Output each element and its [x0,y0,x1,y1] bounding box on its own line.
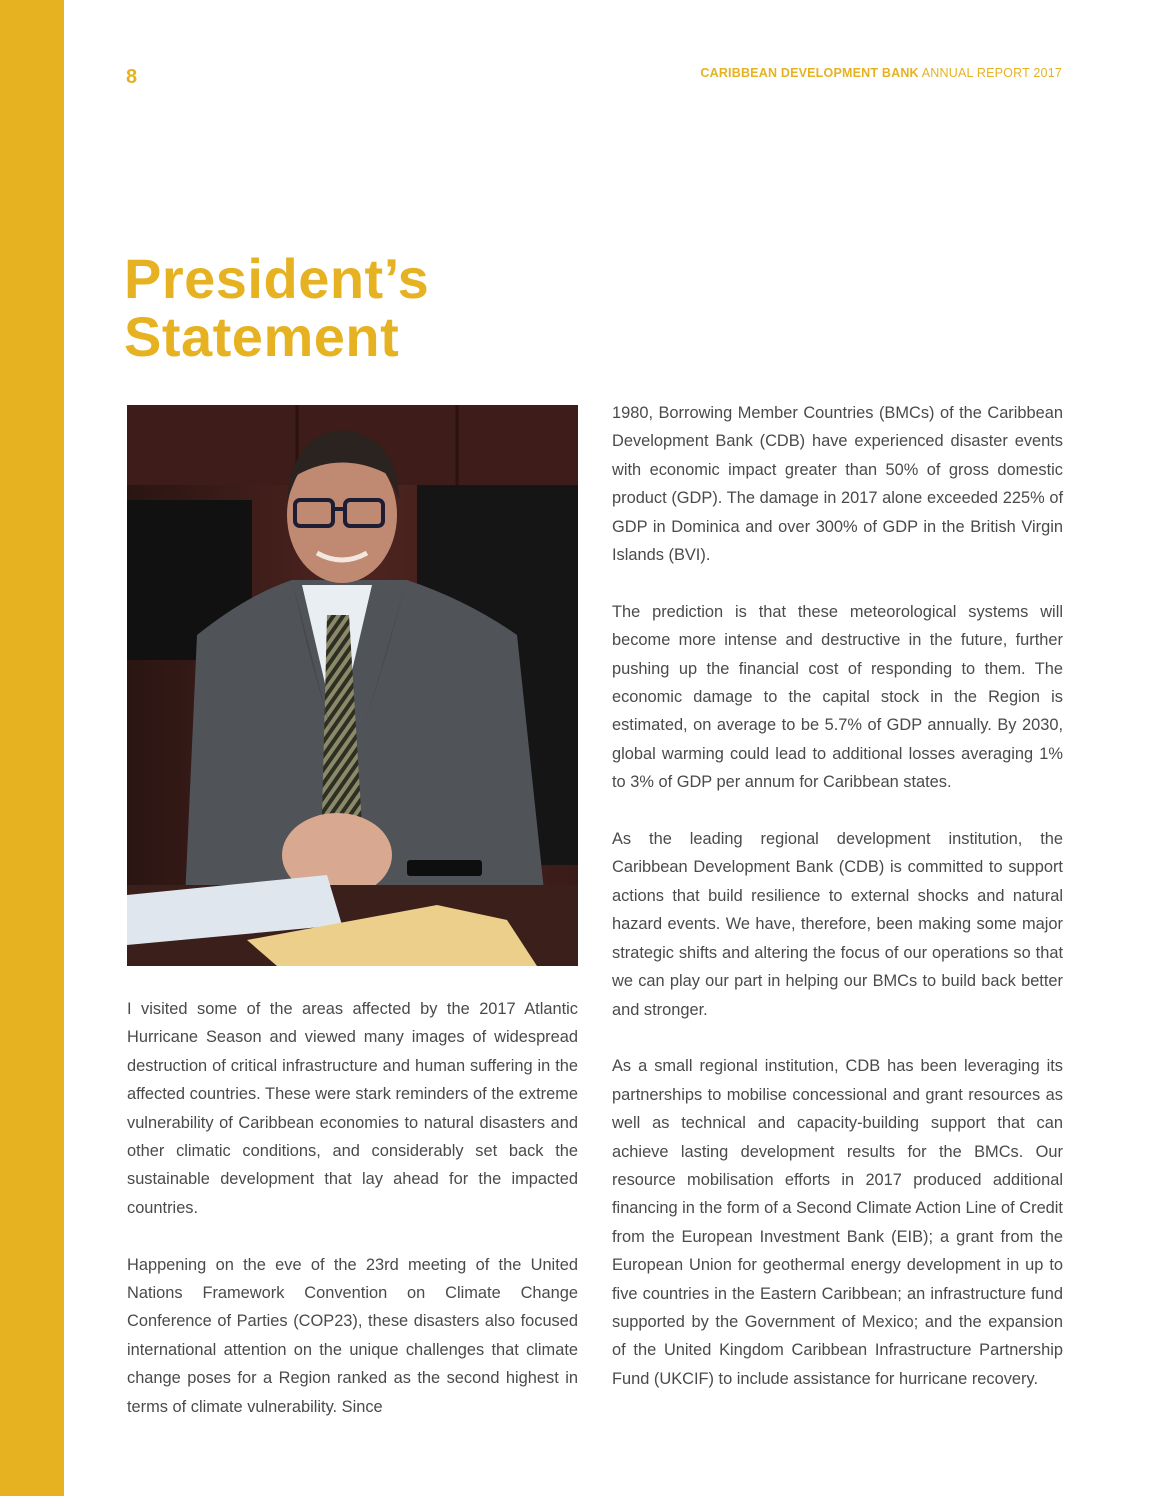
left-text-column [127,995,578,1449]
page-title-line1: President’s [124,247,430,310]
right-text-column [612,399,1063,1422]
paragraph: I visited some of the areas affected by the 2017 Atlantic Hurricane Season and viewed many images of widespread destruction of critical infrastructure and human suffering in the affected countries. These were stark reminders of the extreme vulnerability of Caribbean economies to natural disasters and other climatic conditions, and considerably set back the sustainable development that lay ahead for the impacted countries. [127,1000,578,1217]
running-header-brand: CARIBBEAN DEVELOPMENT BANK [700,66,919,80]
president-portrait-photo [127,405,578,966]
running-header [700,66,1062,80]
page-title-line2: Statement [124,305,400,368]
paragraph: Happening on the eve of the 23rd meeting of the United Nations Framework Convention on Climate Change Conference of Parties (COP23), these disasters also focused international attention on the unique challenges that climate change poses for a Region ranked as the second highest in terms of climate vulnerability. Since [127,1255,578,1416]
paragraph: The prediction is that these meteorological systems will become more intense and destructive in the future, further pushing up the financial cost of responding to them. The economic damage to the capital stock in the Region is estimated, on average to be 5.7% of GDP annually. By 2030, global warming could lead to additional losses averaging 1% to 3% of GDP per annum for Caribbean states. [612,602,1063,792]
paragraph: As the leading regional development institution, the Caribbean Development Bank (CDB) is committed to support actions that build resilience to external shocks and natural hazard events. We have, therefore, been making some major strategic shifts and altering the focus of our operations so that we can play our part in helping our BMCs to build back better and stronger. [612,830,1063,1019]
portrait-illustration [127,405,578,966]
paragraph: As a small regional institution, CDB has been leveraging its partnerships to mobilise concessional and grant resources as well as technical and capacity-building support that can achieve lasting development results for the BMCs. Our resource mobilisation efforts in 2017 produced additional financing in the form of a Second Climate Action Line of Credit from the European Investment Bank (EIB); a grant from the European Union for geothermal energy development in up to five countries in the Eastern Caribbean; an infrastructure fund supported by the Government of Mexico; and the expansion of the United Kingdom Caribbean Infrastructure Partnership Fund (UKCIF) to include assistance for hurricane recovery. [612,1057,1063,1388]
yellow-side-bar [0,0,64,1496]
page-title [124,247,430,368]
paragraph: 1980, Borrowing Member Countries (BMCs) of the Caribbean Development Bank (CDB) have experienced disaster events with economic impact greater than 50% of gross domestic product (GDP). The damage in 2017 alone exceeded 225% of GDP in Dominica and over 300% of GDP in the British Virgin Islands (BVI). [612,404,1063,565]
page-number: 8 [126,66,138,88]
running-header-suffix: ANNUAL REPORT 2017 [918,66,1062,80]
